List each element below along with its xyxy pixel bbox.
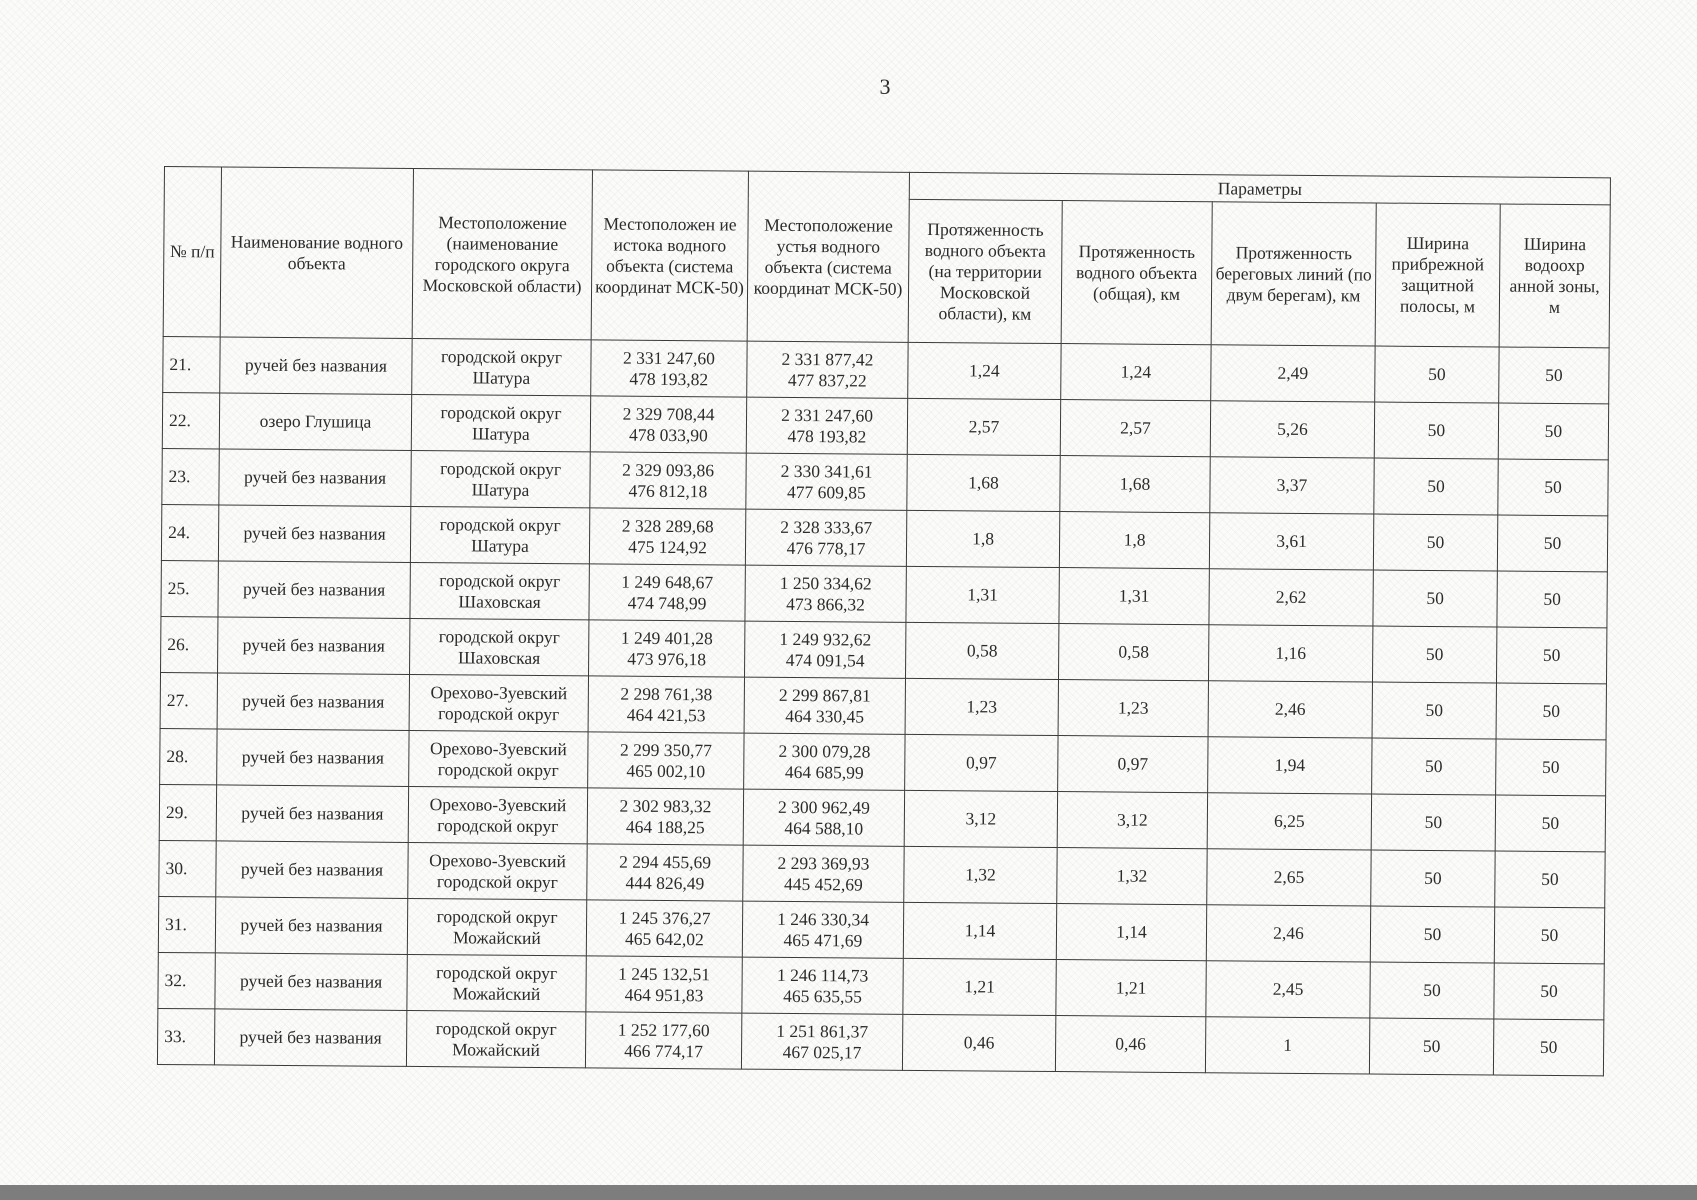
cell-location-line: городской округ <box>436 870 558 892</box>
cell-source-coords-line: 2 329 708,44 <box>622 403 715 424</box>
cell-mouth-coords <box>746 453 907 510</box>
cell-name: ручей без названия <box>215 897 407 955</box>
cell-mouth-coords-line: 2 300 962,49 <box>777 796 871 818</box>
cell-name: озеро Глушица <box>219 393 411 451</box>
cell-num: 31. <box>158 896 215 952</box>
cell-location <box>412 338 591 395</box>
cell-length-total: 1,14 <box>1056 904 1206 961</box>
cell-protection-zone: 50 <box>1499 347 1609 404</box>
cell-mouth-coords <box>743 845 904 902</box>
cell-source-coords <box>591 340 747 397</box>
header-length-total: Протяженность водного объекта (общая), км <box>1061 201 1212 345</box>
cell-mouth-coords-line: 2 293 369,93 <box>777 852 870 874</box>
cell-mouth-coords-line: 2 328 333,67 <box>780 516 873 538</box>
cell-coastal-strip: 50 <box>1372 626 1496 683</box>
cell-num: 27. <box>160 672 217 728</box>
cell-location-line: Шаховская <box>457 646 541 668</box>
cell-source-coords <box>587 788 743 845</box>
cell-mouth-coords-line: 1 249 932,62 <box>779 628 872 650</box>
cell-shore-length: 1,94 <box>1208 737 1372 794</box>
cell-location-line: городской округ <box>435 1017 557 1039</box>
page-number: 3 <box>879 74 891 99</box>
cell-location-line: Орехово-Зуевский <box>429 793 567 815</box>
cell-source-coords <box>586 900 742 957</box>
cell-length-total: 1,23 <box>1058 680 1208 737</box>
cell-mouth-coords-line: 2 331 877,42 <box>781 348 874 370</box>
cell-num: 30. <box>159 840 216 896</box>
cell-mouth-coords-line: 465 471,69 <box>783 929 863 951</box>
cell-source-coords-line: 476 812,18 <box>628 480 708 501</box>
cell-length-mo: 1,31 <box>906 566 1059 623</box>
cell-location-line: Можайский <box>453 926 541 948</box>
cell-coastal-strip: 50 <box>1371 850 1495 907</box>
cell-mouth-coords <box>746 397 907 454</box>
cell-location <box>407 954 586 1011</box>
cell-source-coords-line: 1 249 648,67 <box>621 571 714 592</box>
cell-mouth-coords <box>747 341 908 398</box>
cell-source-coords-line: 2 329 093,86 <box>622 459 715 480</box>
cell-location-line: Шатура <box>472 366 531 388</box>
cell-length-mo: 0,46 <box>902 1014 1055 1071</box>
cell-source-coords-line: 1 245 132,51 <box>618 963 711 984</box>
cell-source-coords-line: 1 252 177,60 <box>617 1019 710 1040</box>
cell-mouth-coords-line: 2 300 079,28 <box>778 740 871 762</box>
cell-source-coords-line: 465 642,02 <box>624 928 704 949</box>
cell-mouth-coords-line: 476 778,17 <box>786 537 866 559</box>
cell-mouth-coords-line: 478 193,82 <box>787 425 867 447</box>
cell-protection-zone: 50 <box>1494 907 1604 964</box>
cell-protection-zone: 50 <box>1496 627 1606 684</box>
cell-source-coords-line: 464 951,83 <box>624 984 704 1005</box>
cell-source-coords-line: 2 299 350,77 <box>619 739 712 760</box>
cell-name: ручей без названия <box>214 1009 406 1067</box>
header-num: № п/п <box>163 167 221 337</box>
header-coastal-strip: Ширина прибрежной защитной полосы, м <box>1375 203 1500 347</box>
cell-coastal-strip: 50 <box>1373 514 1497 571</box>
cell-length-mo: 1,24 <box>908 342 1061 399</box>
cell-location-line: Орехово-Зуевский <box>430 681 568 703</box>
cell-source-coords-line: 1 249 401,28 <box>620 627 713 648</box>
cell-mouth-coords-line: 1 246 330,34 <box>777 908 870 930</box>
cell-length-mo: 0,97 <box>905 734 1058 791</box>
cell-length-total: 2,57 <box>1060 400 1210 457</box>
cell-name: ручей без названия <box>215 953 407 1011</box>
cell-mouth-coords <box>744 677 905 734</box>
cell-source-coords-line: 2 298 761,38 <box>620 683 713 704</box>
cell-protection-zone: 50 <box>1495 795 1605 852</box>
cell-location-line: городской округ <box>439 569 561 591</box>
cell-length-total: 0,58 <box>1058 624 1208 681</box>
cell-name: ручей без названия <box>218 561 410 619</box>
cell-mouth-coords-line: 467 025,17 <box>782 1041 862 1063</box>
cell-source-coords-line: 2 331 247,60 <box>622 347 716 368</box>
cell-location <box>409 674 588 731</box>
cell-protection-zone: 50 <box>1497 515 1607 572</box>
cell-source-coords-line: 473 976,18 <box>627 648 707 669</box>
cell-num: 23. <box>162 448 219 504</box>
cell-shore-length: 2,46 <box>1206 905 1370 962</box>
cell-protection-zone: 50 <box>1494 963 1604 1020</box>
cell-location <box>411 394 590 451</box>
cell-location-line: городской округ <box>438 625 560 647</box>
cell-location-line: городской округ <box>440 345 563 367</box>
cell-source-coords-line: 464 421,53 <box>626 704 706 725</box>
cell-protection-zone: 50 <box>1497 571 1607 628</box>
cell-mouth-coords-line: 477 837,22 <box>787 369 867 391</box>
cell-shore-length: 1 <box>1205 1017 1369 1074</box>
cell-name: ручей без названия <box>220 337 412 395</box>
cell-shore-length: 2,65 <box>1207 849 1371 906</box>
cell-mouth-coords-line: 2 331 247,60 <box>781 404 874 426</box>
cell-location-line: городской округ <box>436 961 558 983</box>
cell-source-coords <box>589 620 745 677</box>
cell-length-total: 1,21 <box>1056 960 1206 1017</box>
cell-shore-length: 5,26 <box>1210 401 1374 458</box>
cell-coastal-strip: 50 <box>1375 346 1499 403</box>
cell-num: 21. <box>163 336 220 392</box>
cell-source-coords <box>588 676 744 733</box>
cell-coastal-strip: 50 <box>1369 1018 1493 1075</box>
header-source: Местоположен ие истока водного объекта (система координат МСК-50) <box>591 170 748 341</box>
cell-coastal-strip: 50 <box>1371 794 1495 851</box>
cell-length-total: 1,31 <box>1059 568 1209 625</box>
cell-location-line: городской округ <box>437 758 559 780</box>
cell-location-line: Орехово-Зуевский <box>429 849 566 871</box>
cell-coastal-strip: 50 <box>1374 402 1498 459</box>
cell-length-total: 1,32 <box>1057 848 1207 905</box>
cell-mouth-coords-line: 2 330 341,61 <box>780 460 873 482</box>
header-location: Местоположение (наименование городского округа Московской области) <box>412 168 592 339</box>
cell-name: ручей без названия <box>217 673 409 731</box>
table-body <box>157 336 1609 1075</box>
cell-location <box>410 562 589 619</box>
cell-mouth-coords-line: 465 635,55 <box>783 985 862 1007</box>
cell-source-coords-line: 444 826,49 <box>625 872 705 893</box>
cell-mouth-coords <box>744 733 905 790</box>
cell-name: ручей без названия <box>218 505 410 563</box>
cell-num: 29. <box>159 784 216 840</box>
cell-location-line: городской округ <box>440 457 562 479</box>
cell-length-mo: 3,12 <box>904 790 1057 847</box>
cell-mouth-coords-line: 464 330,45 <box>785 705 865 727</box>
cell-mouth-coords-line: 2 299 867,81 <box>778 684 871 706</box>
cell-source-coords <box>587 844 743 901</box>
cell-coastal-strip: 50 <box>1372 738 1496 795</box>
cell-num: 26. <box>161 616 218 672</box>
header-length-mo: Протяженность водного объекта (на территории Московской области), км <box>908 199 1062 343</box>
cell-length-mo: 1,23 <box>905 678 1058 735</box>
cell-length-mo: 1,68 <box>907 454 1060 511</box>
cell-location-line: городской округ <box>436 905 558 927</box>
cell-location <box>409 730 588 787</box>
cell-name: ручей без названия <box>218 617 410 675</box>
cell-source-coords <box>585 1012 741 1069</box>
cell-source-coords <box>588 732 744 789</box>
table-row <box>157 1008 1603 1075</box>
cell-mouth-coords-line: 1 246 114,73 <box>776 964 869 986</box>
cell-num: 24. <box>161 504 218 560</box>
cell-location-line: городской округ <box>440 401 562 423</box>
cell-mouth-coords-line: 477 609,85 <box>787 481 866 503</box>
cell-source-coords-line: 2 302 983,32 <box>619 795 712 816</box>
cell-source-coords-line: 478 193,82 <box>629 368 709 389</box>
cell-source-coords-line: 465 002,10 <box>626 760 706 781</box>
cell-location-line: Шаховская <box>458 590 541 612</box>
cell-shore-length: 2,45 <box>1206 961 1370 1018</box>
cell-location <box>408 842 587 899</box>
cell-protection-zone: 50 <box>1495 851 1605 908</box>
cell-location-line: городской округ <box>439 513 561 535</box>
cell-mouth-coords-line: 464 685,99 <box>784 761 864 783</box>
cell-shore-length: 2,49 <box>1211 345 1375 402</box>
cell-source-coords <box>589 564 745 621</box>
cell-mouth-coords <box>742 957 903 1014</box>
cell-name: ручей без названия <box>217 729 409 787</box>
cell-name: ручей без названия <box>216 785 408 843</box>
cell-source-coords <box>589 508 745 565</box>
cell-coastal-strip: 50 <box>1372 682 1496 739</box>
cell-shore-length: 2,62 <box>1209 569 1373 626</box>
cell-location-line: Шатура <box>472 422 530 444</box>
cell-location-line: Орехово-Зуевский <box>430 737 567 759</box>
cell-location-line: городской округ <box>438 702 560 724</box>
cell-mouth-coords <box>741 1013 902 1070</box>
cell-protection-zone: 50 <box>1498 403 1608 460</box>
cell-source-coords-line: 475 124,92 <box>628 536 707 557</box>
cell-source-coords <box>590 452 746 509</box>
header-mouth: Местоположение устья водного объекта (система координат МСК-50) <box>747 171 909 342</box>
cell-num: 32. <box>158 952 215 1008</box>
cell-mouth-coords <box>745 509 906 566</box>
cell-location-line: Шатура <box>471 478 530 500</box>
cell-num: 28. <box>160 728 217 784</box>
cell-shore-length: 2,46 <box>1208 681 1372 738</box>
scan-edge-shadow <box>0 1185 1697 1200</box>
cell-length-total: 0,46 <box>1055 1016 1205 1073</box>
cell-num: 25. <box>161 560 218 616</box>
cell-mouth-coords-line: 1 250 334,62 <box>779 572 872 594</box>
cell-source-coords-line: 1 245 376,27 <box>618 907 711 928</box>
cell-name: ручей без названия <box>216 841 408 899</box>
cell-length-total: 0,97 <box>1058 736 1208 793</box>
cell-source-coords-line: 478 033,90 <box>628 424 708 445</box>
cell-protection-zone: 50 <box>1496 683 1606 740</box>
cell-mouth-coords-line: 464 588,10 <box>784 817 864 839</box>
cell-mouth-coords-line: 445 452,69 <box>783 873 863 895</box>
cell-mouth-coords <box>742 901 903 958</box>
cell-mouth-coords <box>743 789 904 846</box>
cell-coastal-strip: 50 <box>1370 906 1494 963</box>
cell-shore-length: 3,37 <box>1210 457 1374 514</box>
cell-source-coords-line: 466 774,17 <box>624 1040 704 1061</box>
cell-num: 22. <box>162 392 219 448</box>
cell-location <box>410 618 589 675</box>
cell-coastal-strip: 50 <box>1374 458 1498 515</box>
water-objects-table <box>157 166 1611 1076</box>
cell-length-mo: 1,32 <box>904 846 1057 903</box>
cell-mouth-coords <box>745 565 906 622</box>
cell-shore-length: 6,25 <box>1207 793 1371 850</box>
cell-length-mo: 0,58 <box>905 622 1058 679</box>
cell-location-line: городской округ <box>437 814 559 836</box>
cell-source-coords-line: 2 294 455,69 <box>619 851 712 872</box>
cell-length-total: 1,68 <box>1060 456 1210 513</box>
cell-num: 33. <box>157 1008 214 1064</box>
cell-location <box>408 786 587 843</box>
cell-length-total: 1,24 <box>1061 344 1211 401</box>
header-shore-length: Протяженность береговых линий (по двум берегам), км <box>1211 202 1376 346</box>
cell-protection-zone: 50 <box>1498 459 1608 516</box>
cell-length-total: 3,12 <box>1057 792 1207 849</box>
cell-source-coords-line: 474 748,99 <box>627 592 707 613</box>
cell-source-coords <box>586 956 742 1013</box>
cell-shore-length: 3,61 <box>1209 513 1373 570</box>
cell-length-total: 1,8 <box>1059 512 1209 569</box>
cell-location <box>410 506 589 563</box>
cell-coastal-strip: 50 <box>1373 570 1497 627</box>
cell-source-coords <box>590 396 746 453</box>
cell-location <box>406 1010 585 1067</box>
cell-location <box>407 898 586 955</box>
cell-name: ручей без названия <box>219 449 411 507</box>
cell-length-mo: 2,57 <box>907 398 1060 455</box>
cell-length-mo: 1,14 <box>903 902 1056 959</box>
cell-mouth-coords <box>745 621 906 678</box>
cell-location <box>411 450 590 507</box>
cell-mouth-coords-line: 1 251 861,37 <box>776 1020 869 1042</box>
cell-mouth-coords-line: 474 091,54 <box>785 649 865 671</box>
cell-mouth-coords-line: 473 866,32 <box>786 593 866 615</box>
cell-protection-zone: 50 <box>1496 739 1606 796</box>
cell-source-coords-line: 2 328 289,68 <box>621 515 714 536</box>
cell-length-mo: 1,8 <box>906 510 1059 567</box>
header-name: Наименование водного объекта <box>220 167 413 339</box>
cell-location-line: Можайский <box>452 982 541 1004</box>
cell-location-line: Шатура <box>471 534 529 556</box>
cell-coastal-strip: 50 <box>1370 962 1494 1019</box>
cell-location-line: Можайский <box>452 1038 540 1060</box>
cell-protection-zone: 50 <box>1493 1019 1603 1076</box>
cell-shore-length: 1,16 <box>1208 625 1372 682</box>
cell-length-mo: 1,21 <box>903 958 1056 1015</box>
header-parameters: Параметры <box>909 172 1610 205</box>
cell-source-coords-line: 464 188,25 <box>625 816 705 837</box>
table-header <box>163 167 1610 348</box>
header-protection-zone: Ширина водоохр анной зоны, м <box>1499 204 1610 348</box>
